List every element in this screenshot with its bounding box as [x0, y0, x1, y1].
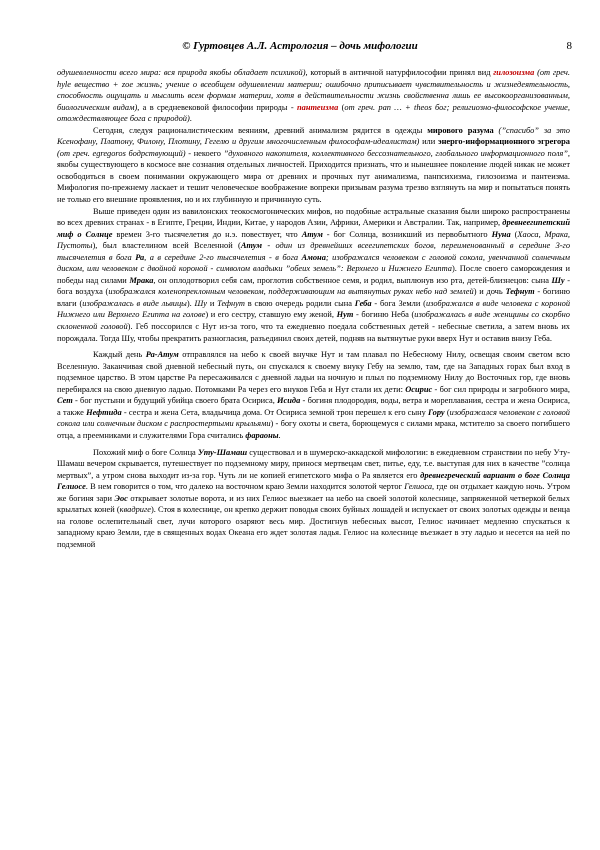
text-run: - бог сил природы и загробного мира,	[432, 384, 570, 394]
emphasis-term: гилозоизма	[493, 68, 535, 77]
emphasis-term: Гору	[428, 407, 445, 417]
text-run: изображался коленопреклонным человеком, поддерживающим на вытянутых руках небо над землей	[108, 287, 474, 297]
text-run: - бога Земли (	[371, 298, 426, 308]
text-run: времен 3-го тысячелетия до н.э. повествует, что	[112, 229, 302, 239]
emphasis-term: Нут	[336, 310, 354, 320]
text-run: , а в средневековой философии природы -	[137, 102, 297, 112]
text-run: Сегодня, следуя рационалистическим веяниям, древний анимализм рядится в одежды	[93, 125, 428, 135]
text-run: отправлялся на небо к своей внучке Нут и там плавал по Небесному Нилу, освещая своим светом всю Вселенную. Заканчивая свой дневной небесный путь, он спускался к своему внуку Гебу на землю, там, где на Западных горах был вход в подземное царство. В этом царстве Ра пересаживался с дневной ладьи на ночную и плыл по подземному Нилу до Восточных гор, где вновь перебирался на свою дневную ладью. Потомками Ра через его внуков Геба и Нут стали их дети:	[57, 350, 570, 394]
text-run: ”духовного накопителя, коллективного бессознательного, глобального информационного поля”	[223, 148, 568, 158]
text-run: ) - богу охоты и света, борющемуся с силами мрака, мстителю за своего погибшего отца, а преемниками и служителями Гора считались	[57, 419, 570, 440]
text-run: (”спасибо” за это Ксенофану, Платону, Филону, Плотину, Гегелю и другим многочисленным философам-идеалистам)	[57, 125, 570, 147]
text-run: , где он отдыхает каждую ночь. Утром же богиня зари	[57, 482, 571, 503]
emphasis-term: мирового разума	[427, 125, 494, 135]
text-run: (от греч. hyle вещество + zoe жизнь; учение о всеобщем одушевлении материи; ошибочно приписывает чувствительность и жизнедеятельность, способность ощущать и мыслить всем формам материи, хотя в действительности жизнь свойственна лишь ее высокоорганизованным, биологическим видам)	[57, 68, 570, 112]
text-run: или	[419, 137, 438, 147]
emphasis-term: Мрака	[129, 275, 154, 285]
text-run: изображалась в виде женщины со скорбно склоненной головой	[57, 310, 570, 332]
text-run: ). После своего саморождения и победы над силами	[57, 264, 571, 285]
text-run: , якобы существующего в космосе вне сознания отдельных личностей. Приходится признать, что и нынешнее поколение людей никак не может освободиться в своем понимании окружающего мира от древних и прочных пут анимализма, панпсихизма, гилозоизма и пантеизма. Мифология по-прежнему ласкает и тешит человеческое воображение вопреки призывам разума трезво взглянуть на мир и попытаться понять не только его внешние проявления, но и их глубинную и причинную суть.	[57, 148, 570, 205]
text-run: (	[338, 102, 345, 112]
emphasis-term: Нуна	[491, 229, 511, 239]
text-run: - бог пустыни и будущий убийца своего брата Осириса,	[72, 396, 278, 406]
emphasis-term: Исида	[277, 396, 301, 406]
page-number: 8	[566, 40, 572, 52]
text-run: - один из древнейших всеегипетских богов, переименованный в середине 3-го тысячелетия в бога	[57, 241, 571, 262]
emphasis-term: Осирис	[405, 384, 433, 394]
text-run: Тефнут	[217, 298, 245, 308]
text-run: - некоего	[185, 148, 224, 158]
header-title: © Гуртовцев А.Л. Астрология – дочь мифологии	[182, 40, 418, 52]
text-run: Шу	[194, 298, 207, 308]
emphasis-term: Сет	[57, 396, 73, 406]
text-run: , а в середине 2-го тысячелетия - в бога	[144, 252, 302, 262]
text-run: - бог Солнца, возникший из первобытного	[322, 229, 492, 239]
text-run: и	[206, 298, 218, 308]
emphasis-term: Тефнут	[505, 287, 535, 297]
emphasis-term: Геба	[354, 298, 372, 308]
text-run: в свою очередь родили сына	[244, 298, 355, 308]
text-run: (от греч. egregoros бодрствующий)	[57, 148, 186, 158]
text-run: изображался человеком с головой сокола или солнечным диском с распростертыми крыльями	[57, 407, 570, 429]
text-run: - сестра и жена Сета, владычица дома. От Осириса земной трон перешел к его сыну	[121, 407, 429, 417]
emphasis-term: Нефтида	[86, 407, 122, 417]
text-run: Гелиоса	[404, 482, 433, 492]
page-header	[0, 40, 600, 54]
emphasis-term: Ра-Атум	[145, 350, 179, 360]
text-run: открывает золотые ворота, и из них Гелиос выезжает на небо на своей золотой колеснице, запряженной четверкой белых крылатых коней (	[57, 493, 570, 515]
emphasis-term: пантеизма	[297, 102, 339, 112]
text-run: Хаоса, Мрака, Пустоты	[57, 229, 570, 251]
emphasis-term: Атум	[301, 229, 323, 239]
text-run: ). Геб поссорился с Нут из-за того, что та ежедневно поедала собственных детей - небесные светила, а затем вновь их порождала. Тогда Шу, чтобы прекратить разногласия, разъединил своих детей, подняв на вытянутые руки вверх Нут и оставив внизу Геба.	[57, 322, 570, 343]
emphasis-term: энерго-информационного эгрегора	[437, 137, 570, 147]
text-run: Выше приведен один из вавилонских теокосмогонических мифов, но подобные астральные сказания были широко распространены во всех древних странах - в Египте, Греции, Индии, Китае, у народов Азии, Африки, Америки и Австралии. Так, например,	[57, 206, 570, 228]
text-run: .	[278, 430, 281, 440]
emphasis-term: Эос	[114, 493, 128, 503]
text-run: - богиня плодородия, воды, ветра и мореплавания, сестра и жена Осириса, а также	[57, 396, 570, 417]
text-run: изображалась в виде львицы	[82, 298, 187, 308]
paragraph-1	[57, 67, 570, 125]
text-run: изображался в виде человека с короной Нижнего или Верхнего Египта на голове	[57, 298, 571, 320]
document-body	[57, 67, 570, 550]
text-run: - бога воздуха (	[57, 275, 570, 297]
text-run: одушевленности всего мира: вся природа якобы обладает психикой)	[57, 68, 306, 77]
emphasis-term: древнегреческий вариант о боге Солнца Гелиосе	[57, 470, 570, 492]
paragraph-5	[57, 447, 570, 551]
text-run: квадриге	[119, 505, 151, 515]
text-run: (	[444, 407, 450, 417]
emphasis-term: фараоны	[245, 430, 279, 440]
text-run: ), был властелином всей Вселенной (	[92, 241, 241, 251]
paragraph-3	[57, 206, 570, 345]
text-run: ) и дочь	[473, 287, 506, 297]
text-run: Каждый день	[93, 350, 146, 360]
emphasis-term: Ра	[135, 252, 145, 262]
text-run: (	[510, 229, 518, 239]
emphasis-term: Атум	[240, 241, 262, 251]
text-run: ).	[186, 298, 195, 308]
text-run: .	[189, 114, 192, 124]
text-run: Похожий миф о боге Солнца	[93, 447, 198, 457]
text-run: . В нем говорится о том, что далеко на восточном краю Земли находится золотой чертог	[85, 482, 405, 492]
emphasis-term: Амона	[301, 252, 326, 262]
text-run: - богиню влаги (	[57, 287, 570, 308]
text-run: ). Стоя в колеснице, он крепко держит поводья своих буйных лошадей и испускает от своих золотых одежды и венца на голове ослепительный свет, лучи которого озаряют весь мир. Достигнув небесных высот, Гелиос начинает медленно спускаться к западному краю Земли, где в священных водах Океана его ждет золотая ладья. Гелиос на колеснице въезжает в эту ладью и несется на ней по подземной	[57, 505, 571, 549]
text-run: существовал и в шумерско-аккадской мифологии: в ежедневном странствии по небу Уту-Шамаш вечером скрывается, путешествует по подземному миру, принося мертвецам свет, питье, еду, т.е. выступая для них в качестве ”солнца мертвых”, а утром снова выходит из-за гор. Чуть ли не копией египетского мифа о Ра является его	[57, 447, 570, 480]
text-run: - богиню Неба (	[353, 310, 415, 320]
text-run: , который в античной натурфилософии принял вид	[305, 68, 494, 77]
text-run: ) и его сестру, ставшую ему женой,	[205, 310, 337, 320]
emphasis-term: Уту-Шамаш	[197, 447, 248, 457]
emphasis-term: Шу	[551, 275, 565, 285]
paragraph-4	[57, 349, 570, 441]
text-run: ; изображался человеком с головой сокола, увенчанной солнечным диском, или человеком с двойной короной - символом владыки ”обеих земель”: Верхнего и Нижнего Египта	[57, 252, 571, 274]
paragraph-2	[57, 125, 570, 206]
text-run: от греч. pan … + theos бог; религиозно-философское учение, отождествляющее бога с природой)	[57, 102, 570, 124]
emphasis-term: древнеегипетский миф о Солнце	[57, 218, 570, 239]
text-run: , он оплодотворил себя сам, проглотив собственное семя, и родил, выплюнув изо рта, детей-близнецов: сына	[153, 275, 552, 285]
